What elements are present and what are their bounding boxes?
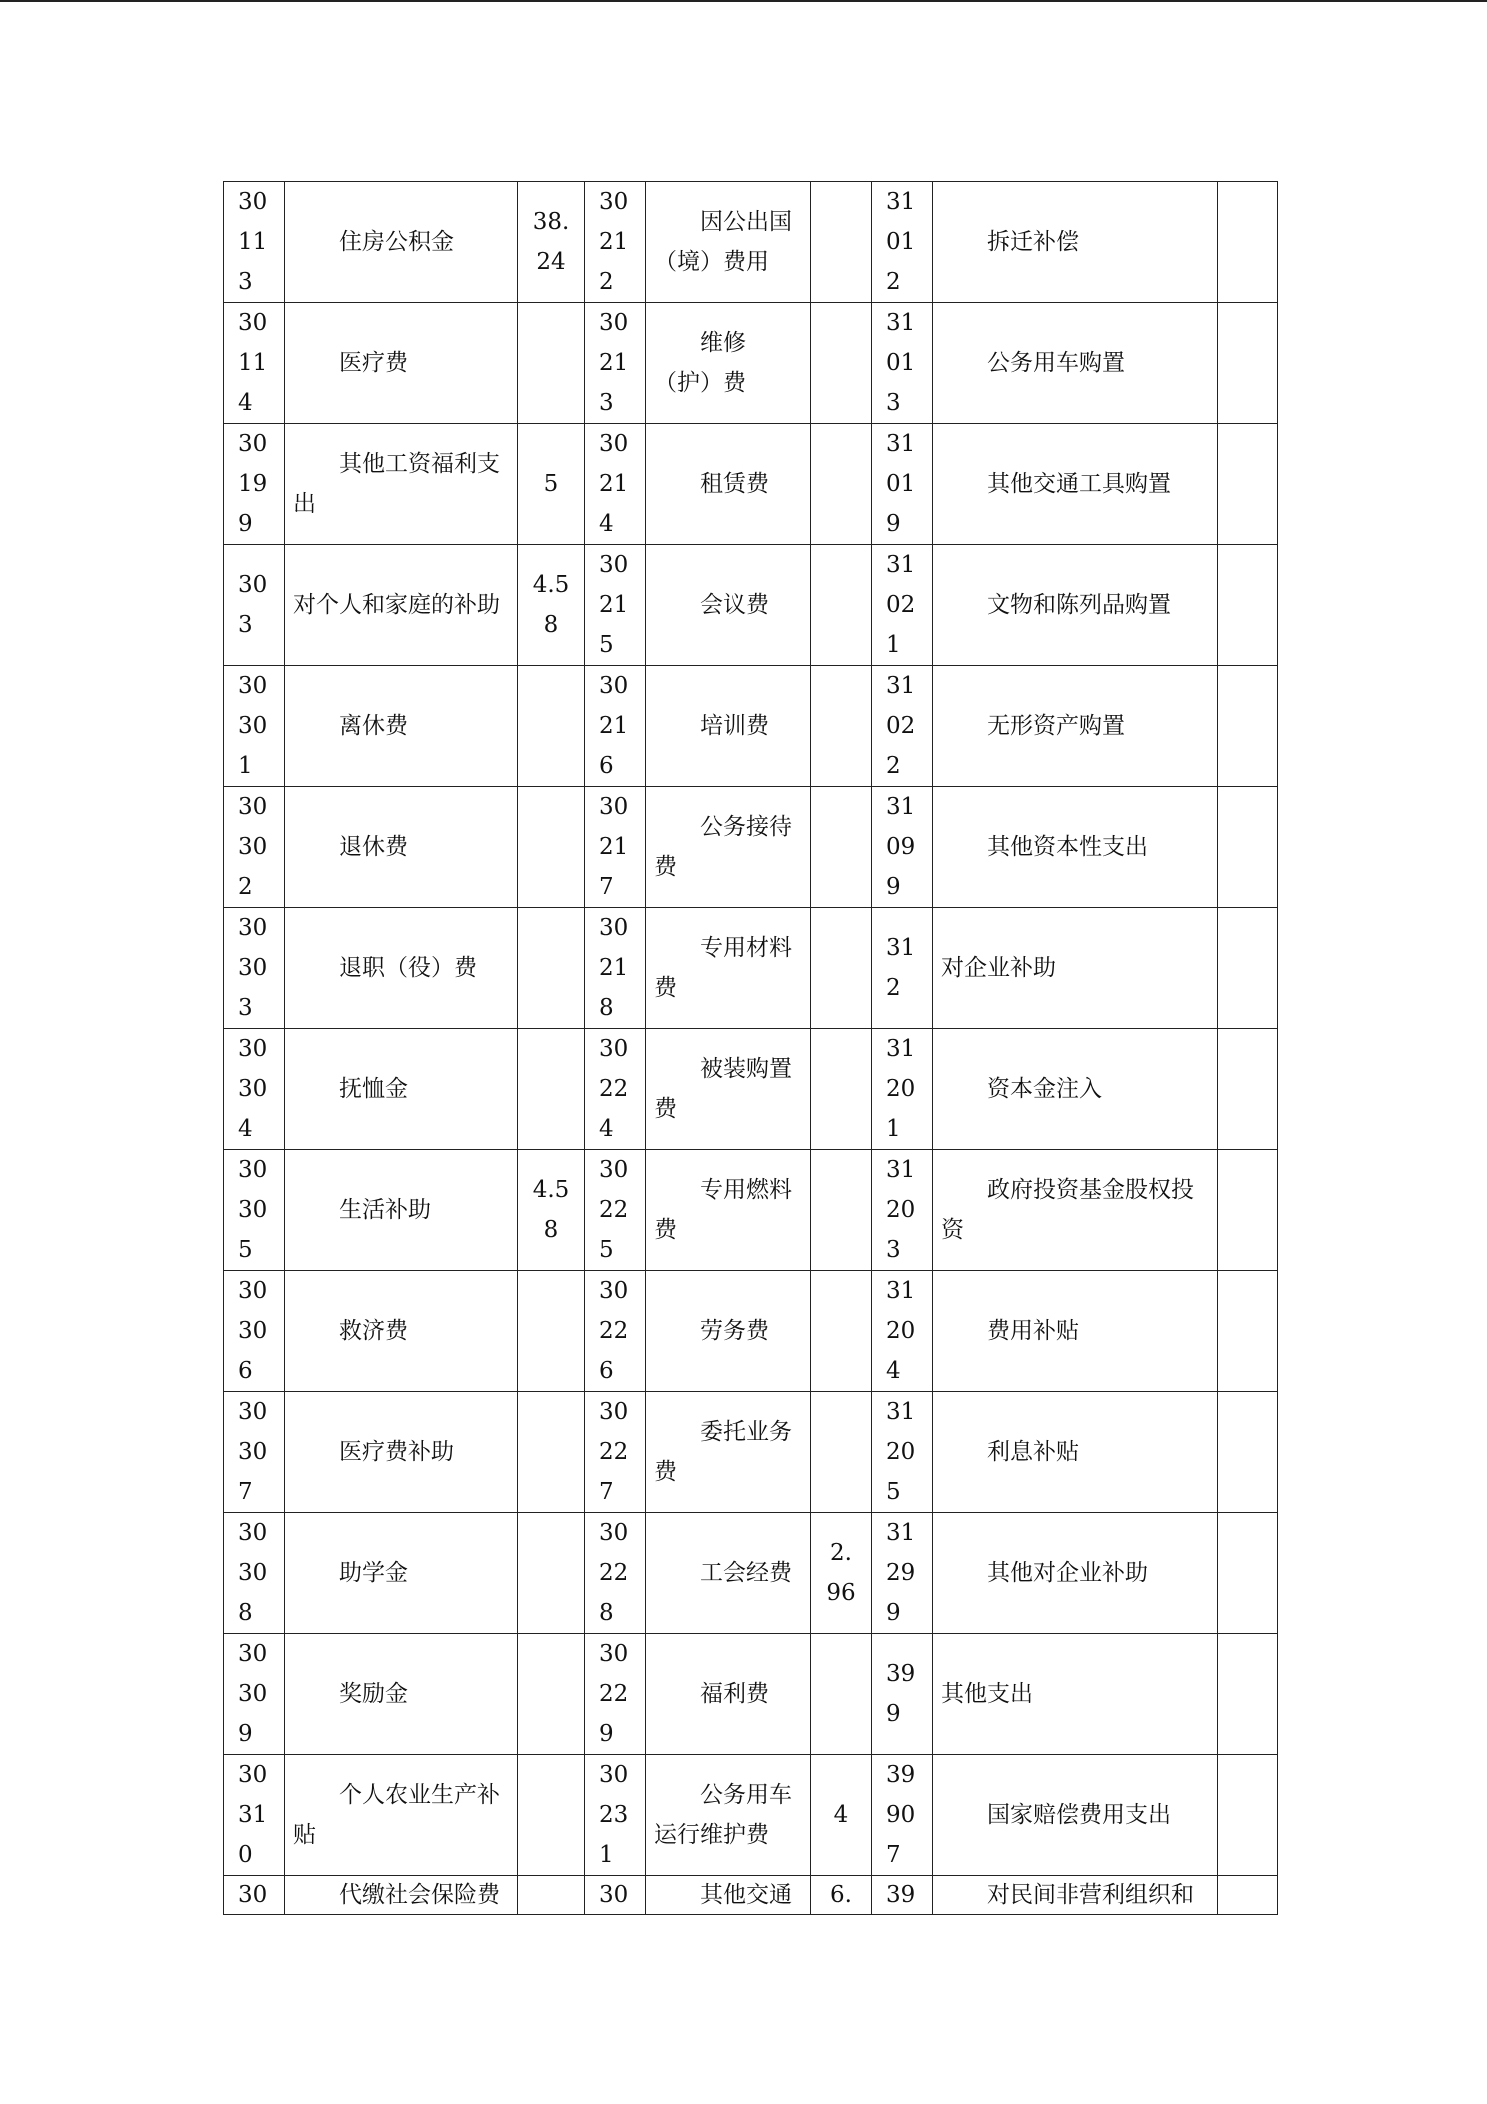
amount-cell: [1218, 1755, 1278, 1876]
table-row: [224, 303, 1278, 424]
account-name-cell: 劳务费: [646, 1271, 811, 1392]
amount-cell: [811, 787, 872, 908]
account-name-cell: 其他交通: [646, 1876, 811, 1915]
account-code-cell: 31 01 3: [872, 303, 933, 424]
account-code-cell: 30 31 0: [224, 1755, 285, 1876]
amount-cell: [811, 1029, 872, 1150]
account-code-cell: 30 11 3: [224, 182, 285, 303]
table-row: [224, 1150, 1278, 1271]
account-name-cell: 助学金: [285, 1513, 518, 1634]
account-name-cell: 政府投资基金股权投资: [933, 1150, 1218, 1271]
account-name-cell: 会议费: [646, 545, 811, 666]
amount-cell: [811, 908, 872, 1029]
amount-cell: [811, 1150, 872, 1271]
account-code-cell: 30 11 4: [224, 303, 285, 424]
account-code-cell: 30 30 6: [224, 1271, 285, 1392]
amount-cell: 4.5 8: [518, 1150, 585, 1271]
table-row: [224, 1029, 1278, 1150]
account-name-cell: 因公出国（境）费用: [646, 182, 811, 303]
account-code-cell: 30 30 2: [224, 787, 285, 908]
account-code-cell: 30 21 7: [585, 787, 646, 908]
account-name-cell: 资本金注入: [933, 1029, 1218, 1150]
amount-cell: [518, 1392, 585, 1513]
amount-cell: [518, 908, 585, 1029]
account-code-cell: 31 09 9: [872, 787, 933, 908]
table-row: [224, 545, 1278, 666]
amount-cell: [1218, 787, 1278, 908]
account-code-cell: 30 21 3: [585, 303, 646, 424]
account-code-cell: 30: [224, 1876, 285, 1915]
amount-cell: [1218, 1029, 1278, 1150]
amount-cell: [1218, 303, 1278, 424]
account-name-cell: 个人农业生产补贴: [285, 1755, 518, 1876]
account-code-cell: 30 30 9: [224, 1634, 285, 1755]
account-name-cell: 医疗费: [285, 303, 518, 424]
amount-cell: [1218, 666, 1278, 787]
table-row: [224, 1513, 1278, 1634]
account-name-cell: 对企业补助: [933, 908, 1218, 1029]
table-row: [224, 1876, 1278, 1915]
amount-cell: 38. 24: [518, 182, 585, 303]
table-row: [224, 1271, 1278, 1392]
amount-cell: [811, 666, 872, 787]
account-code-cell: 30 3: [224, 545, 285, 666]
account-name-cell: 无形资产购置: [933, 666, 1218, 787]
account-name-cell: 生活补助: [285, 1150, 518, 1271]
amount-cell: [1218, 424, 1278, 545]
account-name-cell: 其他资本性支出: [933, 787, 1218, 908]
account-code-cell: 30 30 5: [224, 1150, 285, 1271]
amount-cell: [518, 1029, 585, 1150]
account-code-cell: 30 30 4: [224, 1029, 285, 1150]
account-code-cell: 31 02 1: [872, 545, 933, 666]
account-code-cell: 30 30 7: [224, 1392, 285, 1513]
account-name-cell: 专用燃料费: [646, 1150, 811, 1271]
account-code-cell: 31 20 4: [872, 1271, 933, 1392]
account-name-cell: 救济费: [285, 1271, 518, 1392]
amount-cell: [1218, 545, 1278, 666]
table-row: [224, 1392, 1278, 1513]
amount-cell: [1218, 1634, 1278, 1755]
account-code-cell: 30 22 7: [585, 1392, 646, 1513]
account-code-cell: 30: [585, 1876, 646, 1915]
account-name-cell: 文物和陈列品购置: [933, 545, 1218, 666]
amount-cell: 6.: [811, 1876, 872, 1915]
table-row: [224, 1634, 1278, 1755]
table-row: [224, 1755, 1278, 1876]
table-row: [224, 787, 1278, 908]
expenditure-table: [223, 181, 1278, 1915]
amount-cell: [1218, 1513, 1278, 1634]
account-code-cell: 31 2: [872, 908, 933, 1029]
amount-cell: [1218, 182, 1278, 303]
amount-cell: 4: [811, 1755, 872, 1876]
account-name-cell: 国家赔偿费用支出: [933, 1755, 1218, 1876]
account-name-cell: 维修（护）费: [646, 303, 811, 424]
account-name-cell: 培训费: [646, 666, 811, 787]
page-top-rule: [0, 0, 1488, 2]
amount-cell: [518, 1876, 585, 1915]
account-name-cell: 其他对企业补助: [933, 1513, 1218, 1634]
account-name-cell: 抚恤金: [285, 1029, 518, 1150]
account-name-cell: 公务用车购置: [933, 303, 1218, 424]
account-name-cell: 工会经费: [646, 1513, 811, 1634]
account-name-cell: 退休费: [285, 787, 518, 908]
amount-cell: [1218, 1392, 1278, 1513]
amount-cell: [1218, 1271, 1278, 1392]
account-code-cell: 30 21 8: [585, 908, 646, 1029]
account-name-cell: 对个人和家庭的补助: [285, 545, 518, 666]
amount-cell: [518, 1755, 585, 1876]
account-code-cell: 31 20 3: [872, 1150, 933, 1271]
amount-cell: [811, 1271, 872, 1392]
account-code-cell: 30 23 1: [585, 1755, 646, 1876]
account-name-cell: 费用补贴: [933, 1271, 1218, 1392]
table-row: [224, 908, 1278, 1029]
amount-cell: [1218, 1150, 1278, 1271]
amount-cell: [811, 545, 872, 666]
account-name-cell: 其他交通工具购置: [933, 424, 1218, 545]
account-code-cell: 30 22 6: [585, 1271, 646, 1392]
account-name-cell: 利息补贴: [933, 1392, 1218, 1513]
account-name-cell: 专用材料费: [646, 908, 811, 1029]
amount-cell: [518, 303, 585, 424]
amount-cell: [518, 787, 585, 908]
account-name-cell: 代缴社会保险费: [285, 1876, 518, 1915]
account-name-cell: 租赁费: [646, 424, 811, 545]
account-name-cell: 离休费: [285, 666, 518, 787]
account-code-cell: 30 22 9: [585, 1634, 646, 1755]
account-name-cell: 奖励金: [285, 1634, 518, 1755]
amount-cell: 4.5 8: [518, 545, 585, 666]
account-code-cell: 30 21 4: [585, 424, 646, 545]
account-code-cell: 30 22 4: [585, 1029, 646, 1150]
amount-cell: [811, 1634, 872, 1755]
amount-cell: [1218, 908, 1278, 1029]
account-name-cell: 其他支出: [933, 1634, 1218, 1755]
account-name-cell: 其他工资福利支出: [285, 424, 518, 545]
amount-cell: [811, 182, 872, 303]
amount-cell: [1218, 1876, 1278, 1915]
account-code-cell: 30 22 5: [585, 1150, 646, 1271]
amount-cell: 2. 96: [811, 1513, 872, 1634]
account-name-cell: 拆迁补偿: [933, 182, 1218, 303]
account-code-cell: 31 01 9: [872, 424, 933, 545]
account-code-cell: 31 02 2: [872, 666, 933, 787]
amount-cell: [518, 1513, 585, 1634]
account-code-cell: 30 19 9: [224, 424, 285, 545]
account-name-cell: 福利费: [646, 1634, 811, 1755]
table-row: [224, 424, 1278, 545]
account-name-cell: 被装购置费: [646, 1029, 811, 1150]
account-code-cell: 30 21 5: [585, 545, 646, 666]
account-name-cell: 公务接待费: [646, 787, 811, 908]
account-code-cell: 31 01 2: [872, 182, 933, 303]
amount-cell: [518, 666, 585, 787]
amount-cell: 5: [518, 424, 585, 545]
table-row: [224, 666, 1278, 787]
account-code-cell: 30 21 2: [585, 182, 646, 303]
expenditure-table-body: [224, 182, 1278, 1915]
amount-cell: [811, 303, 872, 424]
amount-cell: [811, 424, 872, 545]
account-code-cell: 31 20 1: [872, 1029, 933, 1150]
account-code-cell: 30 30 3: [224, 908, 285, 1029]
account-code-cell: 39: [872, 1876, 933, 1915]
account-code-cell: 30 22 8: [585, 1513, 646, 1634]
account-name-cell: 公务用车运行维护费: [646, 1755, 811, 1876]
amount-cell: [811, 1392, 872, 1513]
account-name-cell: 退职（役）费: [285, 908, 518, 1029]
amount-cell: [518, 1271, 585, 1392]
account-code-cell: 31 20 5: [872, 1392, 933, 1513]
account-name-cell: 委托业务费: [646, 1392, 811, 1513]
account-name-cell: 对民间非营利组织和: [933, 1876, 1218, 1915]
account-code-cell: 31 29 9: [872, 1513, 933, 1634]
account-name-cell: 医疗费补助: [285, 1392, 518, 1513]
account-code-cell: 30 30 1: [224, 666, 285, 787]
account-code-cell: 30 30 8: [224, 1513, 285, 1634]
account-name-cell: 住房公积金: [285, 182, 518, 303]
amount-cell: [518, 1634, 585, 1755]
account-code-cell: 39 9: [872, 1634, 933, 1755]
account-code-cell: 39 90 7: [872, 1755, 933, 1876]
table-row: [224, 182, 1278, 303]
account-code-cell: 30 21 6: [585, 666, 646, 787]
